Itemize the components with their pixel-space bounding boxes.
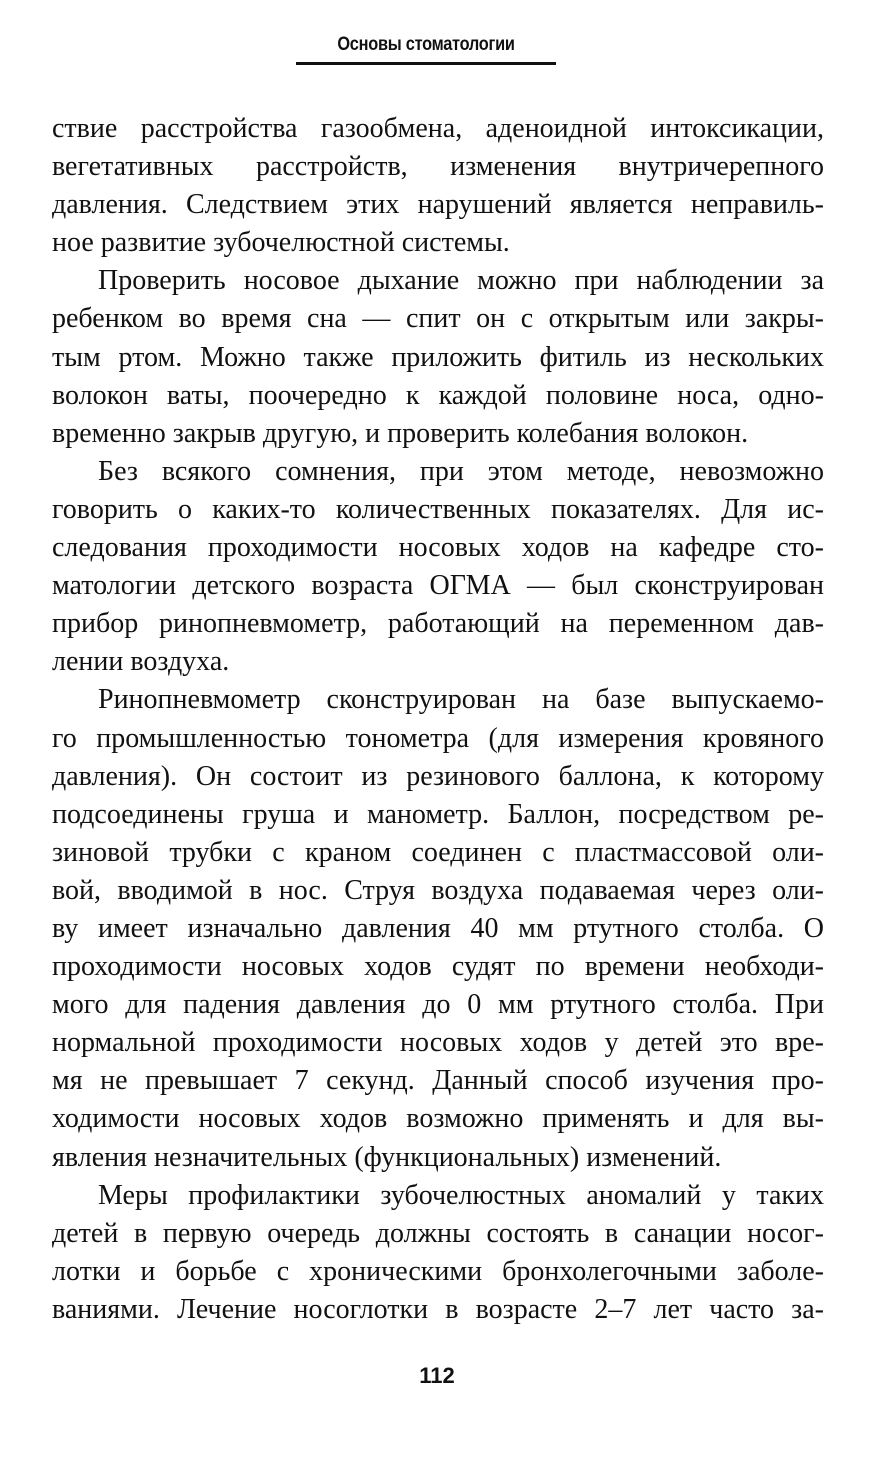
- text-line: мого для падения давления до 0 мм ртутного столба. При: [52, 989, 824, 1021]
- text-line: следования проходимости носовых ходов на кафедре сто-: [52, 532, 824, 564]
- text-line: мя не превышает 7 секунд. Данный способ изучения про-: [52, 1065, 824, 1097]
- text-line: ваниями. Лечение носоглотки в возрасте 2–7 лет часто за-: [52, 1293, 824, 1325]
- text-line: Ринопневмометр сконструирован на базе выпускаемо-: [98, 684, 824, 716]
- text-line: зиновой трубки с краном соединен с пластмассовой оли-: [52, 836, 824, 868]
- text-line: проходимости носовых ходов судят по времени необходи-: [52, 951, 824, 983]
- text-line: ребенком во время сна — спит он с открытым или закры-: [52, 303, 824, 335]
- text-line: ствие расстройства газообмена, аденоидной интоксикации,: [52, 113, 824, 144]
- text-line: ву имеет изначально давления 40 мм ртутного столба. О: [52, 912, 824, 944]
- text-line: лотки и борьбе с хроническими бронхолегочными заболе-: [52, 1255, 824, 1287]
- text-line: явления незначительных (функциональных) изменений.: [52, 1141, 722, 1173]
- text-line: вой, вводимой в нос. Струя воздуха подаваемая через оли-: [52, 874, 824, 906]
- text-line: давления. Следствием этих нарушений является неправиль-: [52, 189, 824, 221]
- text-line: Проверить носовое дыхание можно при наблюдении за: [98, 265, 824, 297]
- text-line: волокон ваты, поочередно к каждой половине носа, одно-: [52, 379, 824, 411]
- text-line: прибор ринопневмометр, работающий на переменном дав-: [52, 608, 824, 640]
- text-line: ходимости носовых ходов возможно применять и для вы-: [52, 1103, 824, 1135]
- text-line: Меры профилактики зубочелюстных аномалий у таких: [98, 1179, 824, 1211]
- page-body-text: [52, 110, 824, 1329]
- text-line: вегетативных расстройств, изменения внутричерепного: [52, 151, 824, 183]
- text-line: тым ртом. Можно также приложить фитиль из нескольких: [52, 341, 824, 373]
- text-line: давления). Он состоит из резинового баллона, к которому: [52, 760, 824, 792]
- page-number: 112: [419, 1363, 455, 1388]
- text-line: нормальной проходимости носовых ходов у детей это вре-: [52, 1027, 824, 1059]
- text-line: го промышленностью тонометра (для измерения кровяного: [52, 722, 824, 754]
- running-head-title: Основы стоматологии: [337, 34, 515, 55]
- text-line: Без всякого сомнения, при этом методе, невозможно: [98, 455, 824, 487]
- text-line: детей в первую очередь должны состоять в санации носог-: [52, 1217, 824, 1249]
- text-line: временно закрыв другую, и проверить колебания волокон.: [52, 417, 749, 449]
- text-line: матологии детского возраста ОГМА — был сконструирован: [52, 570, 824, 602]
- text-line: ное развитие зубочелюстной системы.: [52, 227, 510, 259]
- running-head-rule: [296, 62, 556, 65]
- text-line: лении воздуха.: [52, 646, 230, 678]
- text-line: говорить о каких-то количественных показателях. Для ис-: [52, 493, 824, 525]
- text-line: подсоединены груша и манометр. Баллон, посредством ре-: [52, 798, 824, 830]
